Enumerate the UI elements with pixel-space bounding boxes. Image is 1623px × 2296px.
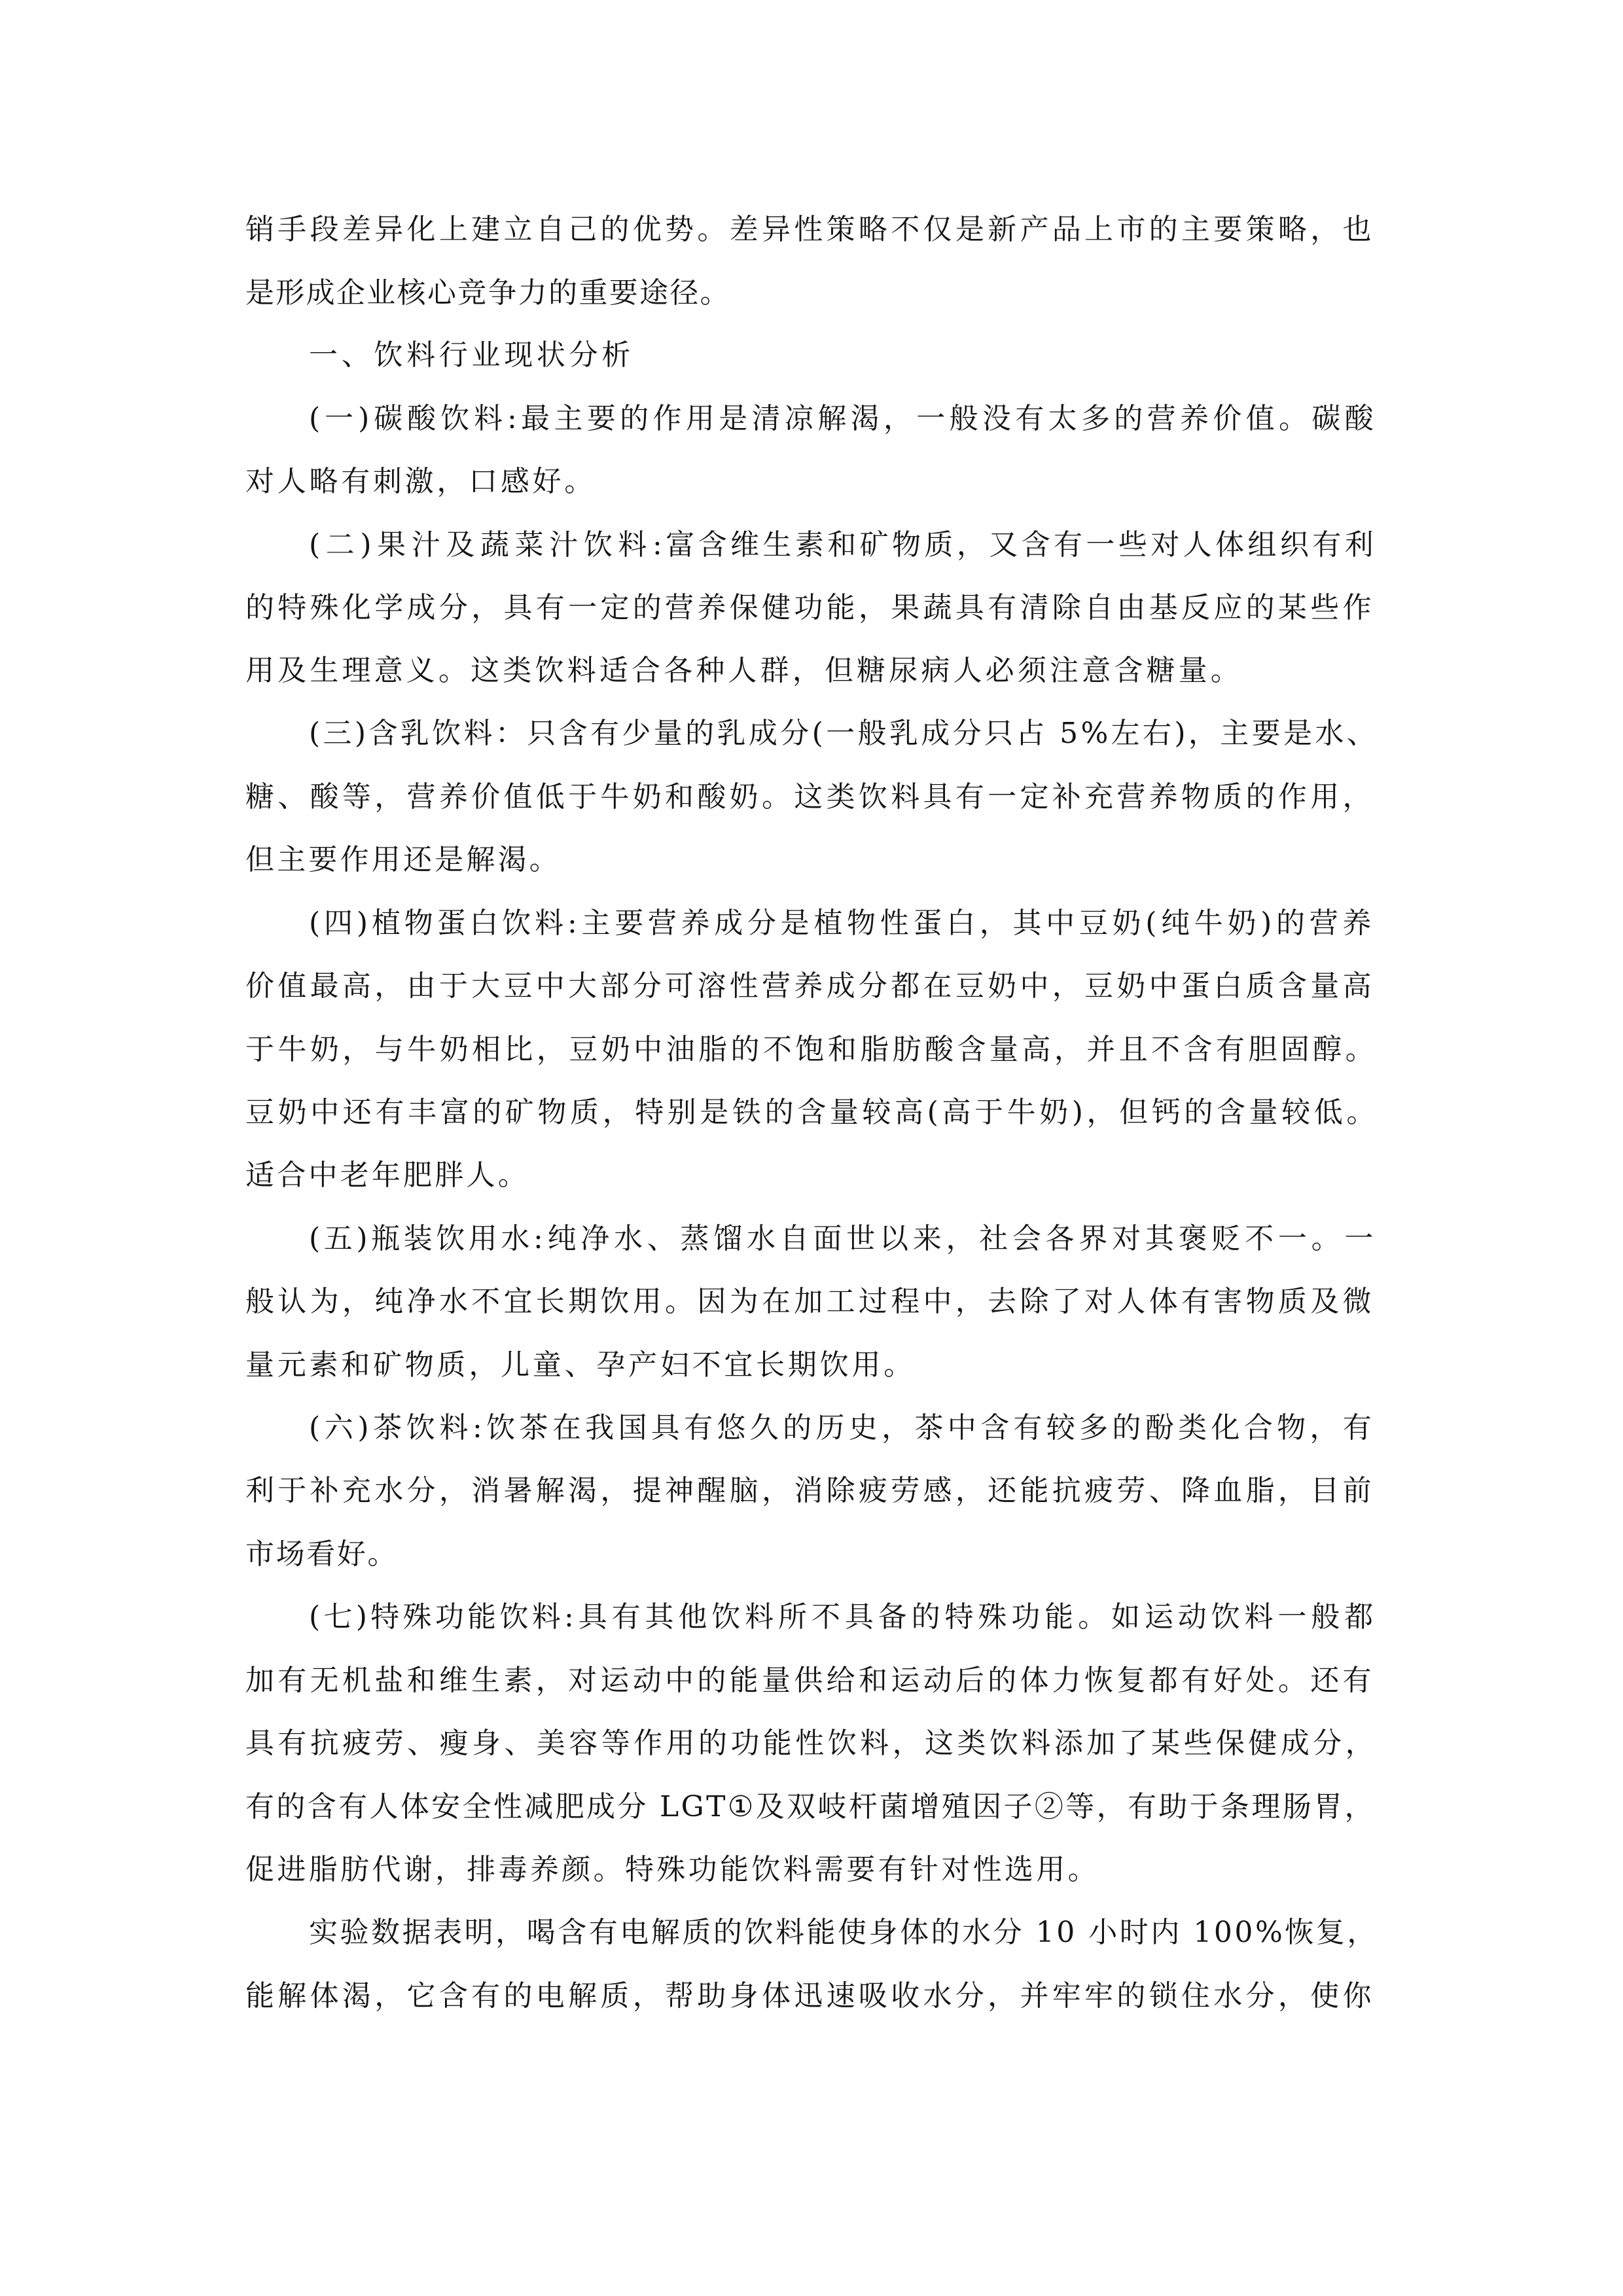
text-segment: 的特殊化学成分，具有一定的营养保健功能，果蔬具有清除自由基反应的某些作 [245,591,1375,624]
text-segment: 对人略有刺激，口感好。 [245,465,597,498]
text-segment: (二)果汁及蔬菜汁饮料 [309,528,653,562]
text-segment: 具有抗疲劳、瘦身、美容等作用的功能性饮料，这类饮料添加了某些保健成分， [245,1727,1378,1760]
text-segment: 价值最高，由于大豆中大部分可溶性营养成分都在豆奶中，豆奶中蛋白质含量高 [245,969,1375,1003]
text-segment: 般认为，纯净水不宜长期饮用。因为在加工过程中，去除了对人体有害物质及微 [245,1285,1375,1318]
text-segment: :主要营养成分是植物性蛋白，其中豆奶(纯牛奶)的营养 [567,906,1376,940]
text-segment: :纯净水、蒸馏水自面世以来，社会各界对其褒贬不一。一 [533,1222,1378,1255]
text-segment: 量元素和矿物质，儿童、孕产妇不宜长期饮用。 [245,1348,916,1382]
text-segment: 于牛奶，与牛奶相比，豆奶中油脂的不饱和脂肪酸含量高，并且不含有胆固醇。 [245,1033,1378,1066]
text-segment: 用及生理意义。这类饮料适合各种人群，但糖尿病人必须注意含糖量。 [245,654,1243,687]
text-segment: 豆奶中还有丰富的矿物质，特别是铁的含量较高(高于牛奶)，但钙的含量较低。 [245,1096,1379,1129]
text-segment: 促进脂肪代谢，排毒养颜。特殊功能饮料需要有针对性选用。 [245,1853,1099,1886]
text-segment: (五)瓶装饮用水 [309,1222,533,1255]
text-segment: 加有无机盐和维生素，对运动中的能量供给和运动后的体力恢复都有好处。还有 [245,1664,1375,1697]
text-segment: 销手段差异化上建立自己的优势。差异性策略不仅是新产品上市的主要策略，也 [245,213,1375,246]
text-segment: 但主要作用还是解渴。 [245,843,561,876]
text-segment: (四)植物蛋白饮料 [309,906,567,940]
text-segment: 一、饮料行业现状分析 [309,338,634,372]
text-segment: :富含维生素和矿物质，又含有一些对人体组织有利 [652,528,1378,562]
text-segment: :具有其他饮料所不具备的特殊功能。如运动饮料一般都 [564,1600,1378,1634]
text-segment: 适合中老年肥胖人。 [245,1158,529,1192]
text-segment: (三)含乳饮料：只含有少量的乳成分(一般乳成分只占 5%左右)，主要是水、 [309,717,1379,750]
text-segment: 能解体渴，它含有的电解质，帮助身体迅速吸收水分，并牢牢的锁住水分，使你 [245,1979,1375,2013]
text-segment: (七)特殊功能饮料 [309,1600,565,1634]
text-segment: 市场看好。 [245,1537,398,1571]
text-segment: 实验数据表明，喝含有电解质的饮料能使身体的水分 10 小时内 100%恢复， [309,1916,1378,1949]
text-segment: (六)茶饮料 [309,1411,473,1444]
text-segment: 是形成企业核心竞争力的重要途径。 [245,276,730,310]
text-segment: (一)碳酸饮料 [309,402,507,435]
text-segment: 有的含有人体安全性减肥成分 LGT①及双岐杆菌增殖因子②等，有助于条理肠胃， [245,1790,1376,1823]
text-segment: 利于补充水分，消暑解渴，提神醒脑，消除疲劳感，还能抗疲劳、降血脂，目前 [245,1474,1375,1507]
text-segment: :最主要的作用是清凉解渴，一般没有太多的营养价值。碳酸 [507,402,1378,435]
text-segment: 糖、酸等，营养价值低于牛奶和酸奶。这类饮料具有一定补充营养物质的作用， [245,780,1375,814]
text-segment: :饮茶在我国具有悠久的历史，茶中含有较多的酚类化合物，有 [473,1411,1376,1444]
